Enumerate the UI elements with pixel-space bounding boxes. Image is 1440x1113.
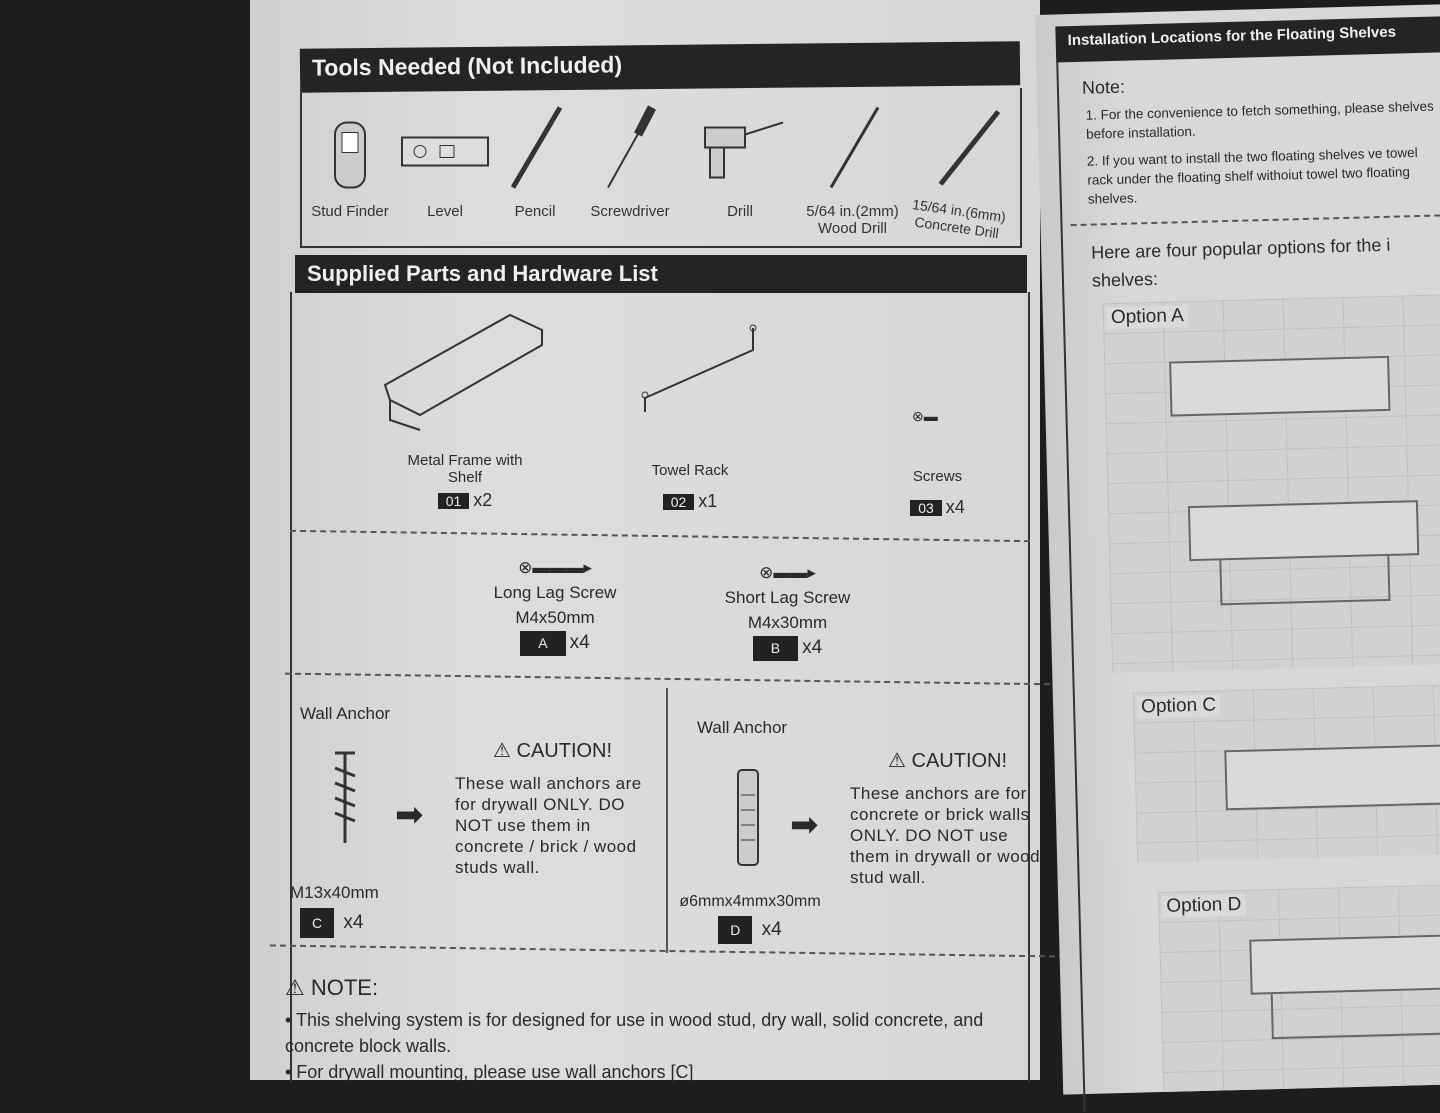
tool-wood-drill: 5/64 in.(2mm) Wood Drill — [795, 100, 910, 237]
screw-long-lag: ⊗▬▬▬▸ Long Lag Screw M4x50mm A x4 — [475, 555, 635, 656]
part-metal-frame: Metal Frame with Shelf 01 x2 — [407, 452, 523, 510]
anchor-d-spec: ø6mmx4mmx30mm D x4 — [670, 888, 830, 944]
left-manual-page — [250, 0, 1040, 1080]
drill-icon — [695, 100, 785, 195]
long-screw-icon: ⊗▬▬▬▸ — [518, 558, 592, 577]
screwdriver-icon — [600, 100, 660, 195]
note-title: Note: — [1081, 76, 1126, 98]
tool-stud-finder: Stud Finder — [305, 100, 395, 220]
short-screw-icon: ⊗▬▬▸ — [759, 563, 816, 582]
tool-screwdriver: Screwdriver — [585, 100, 675, 220]
pencil-icon — [505, 100, 565, 195]
arrow-right-icon: ➡ — [395, 796, 424, 834]
divider — [666, 688, 668, 953]
drill-bit-icon — [932, 96, 1005, 198]
caution-d: ⚠ CAUTION! These anchors are for concrete or brick walls ONLY. DO NOT use them in drywall or wood stud wall. — [850, 750, 1041, 887]
drill-bit-icon — [823, 100, 883, 195]
level-icon — [400, 100, 490, 195]
option-a-illustration: Option A — [1103, 294, 1440, 673]
tool-concrete-drill: 15/64 in.(6mm) Concrete Drill — [906, 94, 1024, 244]
option-d-illustration: Option D — [1158, 884, 1440, 1092]
screw-icon: ⊗▬ — [912, 408, 938, 424]
note-section: ⚠ NOTE: • This shelving system is for designed for use in wood stud, dry wall, solid concrete, and concrete block walls. • For drywall mounting, please use wall anchors [C] — [285, 975, 984, 1082]
option-c-illustration: Option C — [1133, 684, 1440, 863]
anchor-c-spec: M13x40mm C x4 — [290, 878, 379, 938]
arrow-right-icon: ➡ — [790, 806, 819, 844]
caution-c: ⚠ CAUTION! These wall anchors are for drywall ONLY. DO NOT use them in concrete / brick / wood studs wall. — [455, 740, 642, 877]
metal-frame-shelf-illustration — [380, 300, 550, 440]
anchor-d-label: Wall Anchor — [697, 718, 788, 737]
installation-header: Installation Locations for the Floating Shelves — [1055, 15, 1440, 62]
stud-finder-icon — [330, 100, 370, 195]
tool-pencil: Pencil — [490, 100, 580, 220]
intro-text: Here are four popular options for the i shelves: — [1090, 234, 1391, 291]
towel-rack-illustration — [635, 320, 765, 420]
parts-header: Supplied Parts and Hardware List — [295, 255, 1027, 293]
tool-drill: Drill — [695, 100, 785, 220]
tools-header: Tools Needed (Not Included) — [300, 41, 1020, 93]
part-towel-rack: Towel Rack 02 x1 — [651, 462, 729, 511]
note-list: 1. For the convenience to fetch something, please shelves before installation. 2. If you want to install the two floating shelves ve towel rack under the floating shelf withoiut towel two floating shelves. — [1085, 98, 1434, 207]
right-manual-page — [1035, 4, 1440, 1095]
part-screws: Screws 03 x4 — [880, 468, 995, 518]
tool-level: Level — [400, 100, 490, 220]
concrete-anchor-icon — [733, 765, 763, 870]
screw-short-lag: ⊗▬▬▸ Short Lag Screw M4x30mm B x4 — [705, 560, 870, 661]
anchor-c-label: Wall Anchor — [300, 704, 391, 723]
drywall-anchor-icon — [330, 748, 360, 848]
